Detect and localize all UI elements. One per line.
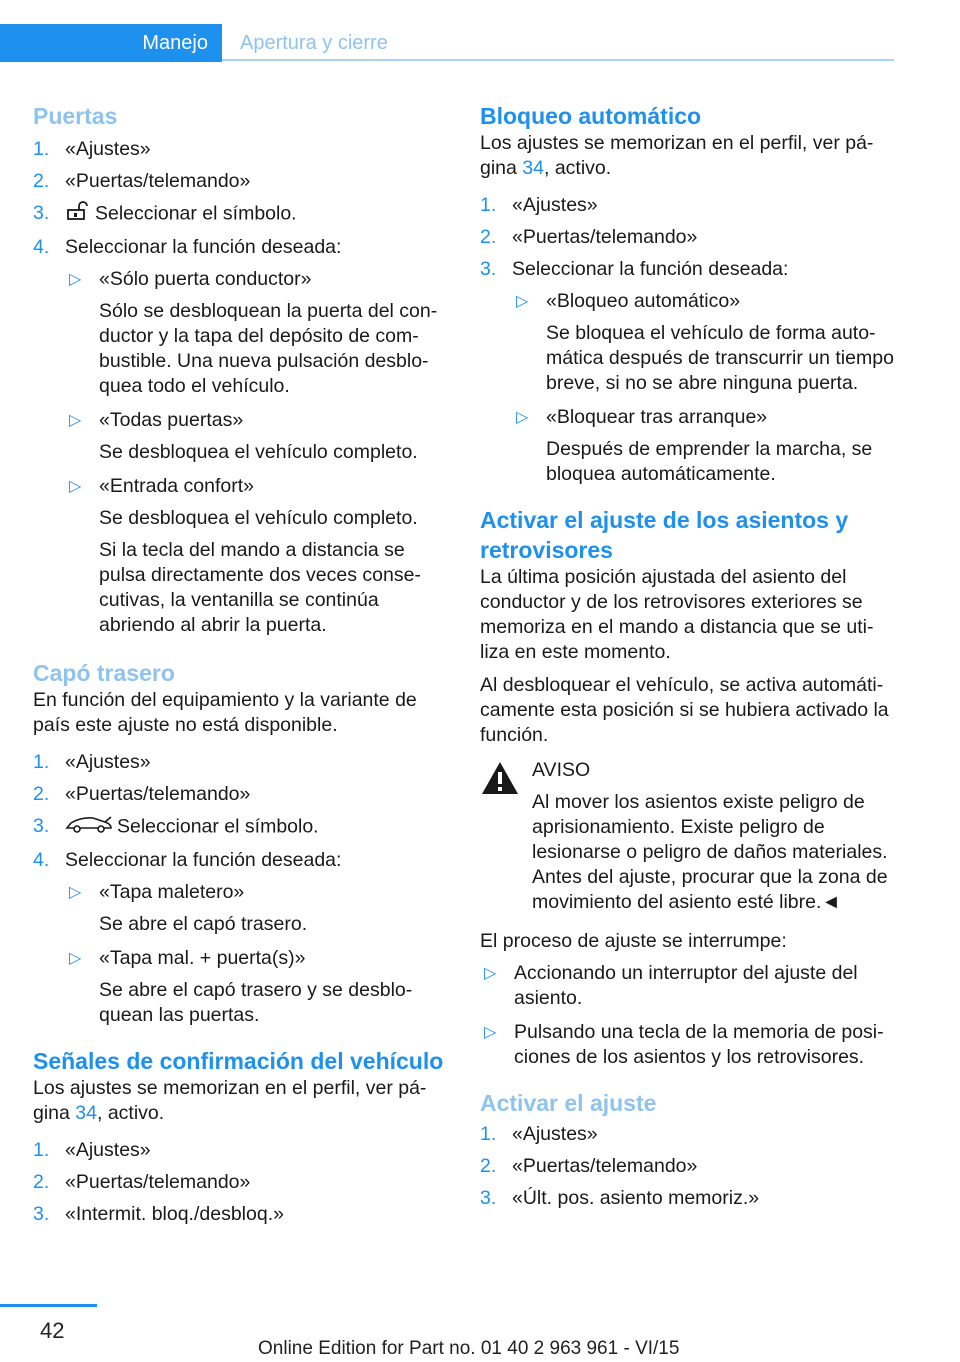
list-item xyxy=(480,193,894,218)
page-reference-link[interactable]: 34 xyxy=(75,1102,97,1124)
triangle-bullet-icon: ▷ xyxy=(516,293,529,310)
option-name: «Bloqueo automático» xyxy=(546,290,741,312)
step-text: «Puertas/telemando» xyxy=(65,783,251,805)
option-item xyxy=(65,946,447,1028)
option-item xyxy=(65,474,447,638)
step-number: 1. xyxy=(480,194,497,216)
option-description: Sólo se desbloquean la puerta del con‐ductor y la tapa del depósito de com‐bustible. Una nueva pulsación desblo‐quea todo el vehículo. xyxy=(99,300,438,397)
list-item xyxy=(480,1122,894,1147)
triangle-bullet-icon: ▷ xyxy=(69,412,82,429)
step-number: 3. xyxy=(480,1187,497,1209)
asientos-paragraph: Al desbloquear el vehículo, se activa automáti‐camente esta posición si se hubiera activado la función. xyxy=(480,674,889,746)
step-number: 2. xyxy=(33,783,50,805)
option-item xyxy=(65,267,447,399)
step-text: Seleccionar la función deseada: xyxy=(512,258,789,280)
option-description: Se bloquea el vehículo de forma auto‐mática después de transcurrir un tiempo breve, si no se abre ninguna puerta. xyxy=(546,322,894,394)
step-number: 3. xyxy=(480,258,497,280)
step-text: «Ajustes» xyxy=(512,194,598,216)
list-item xyxy=(480,257,894,487)
step-number: 3. xyxy=(33,815,50,837)
warning-text xyxy=(532,790,894,915)
step-number: 2. xyxy=(33,1171,50,1193)
step-text: «Puertas/telemando» xyxy=(512,1155,698,1177)
list-item xyxy=(480,1020,894,1070)
list-item xyxy=(33,1202,447,1227)
chapter-tab-active: Manejo xyxy=(0,24,222,62)
right-column xyxy=(480,101,894,1218)
heading-capo: Capó trasero xyxy=(33,660,175,686)
step-number: 2. xyxy=(480,226,497,248)
running-header xyxy=(0,24,894,62)
section-senales xyxy=(33,1046,447,1227)
option-name: «Entrada confort» xyxy=(99,475,255,497)
step-text: Seleccionar el símbolo. xyxy=(95,202,297,225)
list-item xyxy=(33,201,447,228)
step-text: Seleccionar el símbolo. xyxy=(117,815,319,838)
interrupt-text: Pulsando una tecla de la memoria de posi‐ciones de los asientos y los retrovisores. xyxy=(514,1021,884,1068)
page-reference-link[interactable]: 34 xyxy=(522,157,544,179)
puertas-options xyxy=(65,267,447,638)
car-trunk-icon xyxy=(65,814,113,841)
step-number: 3. xyxy=(33,1203,50,1225)
bloqueo-steps xyxy=(480,193,894,487)
option-description: Después de emprender la marcha, se bloquea automáticamente. xyxy=(546,438,873,485)
step-number: 1. xyxy=(33,1139,50,1161)
list-item xyxy=(480,961,894,1011)
door-unlock-icon xyxy=(65,201,91,228)
step-text: «Puertas/telemando» xyxy=(65,1171,251,1193)
option-item xyxy=(65,408,447,465)
list-item xyxy=(33,235,447,638)
warning-block xyxy=(480,758,894,915)
warning-title: AVISO xyxy=(532,759,591,781)
heading-puertas: Puertas xyxy=(33,103,118,129)
footer-rule xyxy=(0,1304,97,1307)
step-text: «Ajustes» xyxy=(65,751,151,773)
list-item xyxy=(33,1138,447,1163)
step-number: 4. xyxy=(33,236,50,258)
option-name: «Bloquear tras arranque» xyxy=(546,406,768,428)
list-item xyxy=(480,225,894,250)
option-description: Se abre el capó trasero. xyxy=(99,913,308,935)
option-description: Se desbloquea el vehículo completo. xyxy=(99,441,418,463)
section-asientos xyxy=(480,505,894,1070)
bloqueo-options xyxy=(512,289,894,487)
option-name: «Tapa mal. + puerta(s)» xyxy=(99,947,306,969)
edition-note: Online Edition for Part no. 01 40 2 963 961 - VI/15 xyxy=(258,1338,680,1359)
option-name: «Tapa maletero» xyxy=(99,881,245,903)
senales-steps xyxy=(33,1138,447,1227)
option-description: Si la tecla del mando a distancia se pulsa directamente dos veces conse‐cutivas, la ventanilla se continúa abriendo al abrir la puerta. xyxy=(99,539,421,636)
step-number: 1. xyxy=(480,1123,497,1145)
intro-text: , activo. xyxy=(544,157,612,179)
step-text: «Ajustes» xyxy=(512,1123,598,1145)
capo-steps xyxy=(33,750,447,1028)
triangle-bullet-icon: ▷ xyxy=(69,271,82,288)
step-text: «Ajustes» xyxy=(65,1139,151,1161)
triangle-bullet-icon: ▷ xyxy=(484,1024,497,1041)
page-number: 42 xyxy=(40,1318,65,1343)
activar-steps xyxy=(480,1122,894,1211)
option-description: Se desbloquea el vehículo completo. xyxy=(99,507,418,529)
option-description: Se abre el capó trasero y se desblo‐quean las puertas. xyxy=(99,979,413,1026)
section-capo xyxy=(33,658,447,1028)
senales-intro xyxy=(33,1076,447,1126)
step-number: 3. xyxy=(33,202,50,224)
list-item xyxy=(33,169,447,194)
triangle-bullet-icon: ▷ xyxy=(69,950,82,967)
heading-asientos: Activar el ajuste de los asientos y retrovisores xyxy=(480,507,849,563)
step-text: «Ajustes» xyxy=(65,138,151,160)
heading-bloqueo: Bloqueo automático xyxy=(480,103,702,129)
list-item xyxy=(33,1170,447,1195)
capo-options xyxy=(65,880,447,1028)
chapter-tab-section: Apertura y cierre xyxy=(240,32,388,54)
step-text: Seleccionar la función deseada: xyxy=(65,849,342,871)
intro-text: Los ajustes se memorizan en el perfil, ver pá‐gina xyxy=(33,1077,427,1124)
list-item xyxy=(33,782,447,807)
step-text: Seleccionar la función deseada: xyxy=(65,236,342,258)
heading-activar: Activar el ajuste xyxy=(480,1090,657,1116)
warning-icon xyxy=(480,760,520,803)
list-item xyxy=(33,137,447,162)
interrupt-list xyxy=(480,961,894,1070)
step-text: «Últ. pos. asiento memoriz.» xyxy=(512,1187,760,1209)
list-item xyxy=(33,848,447,1028)
header-rule xyxy=(222,59,894,61)
asientos-paragraph: La última posición ajustada del asiento del conductor y de los retrovisores exteriores se memoriza en el mando a distancia que se uti‐liza en este momento. xyxy=(480,566,874,663)
step-text: «Puertas/telemando» xyxy=(65,170,251,192)
capo-intro: En función del equipamiento y la variante de país este ajuste no está disponible. xyxy=(33,689,417,736)
section-activar xyxy=(480,1088,894,1211)
triangle-bullet-icon: ▷ xyxy=(484,965,497,982)
intro-text: Los ajustes se memorizan en el perfil, ver pá‐gina xyxy=(480,132,874,179)
option-name: «Todas puertas» xyxy=(99,409,244,431)
triangle-bullet-icon: ▷ xyxy=(69,478,82,495)
step-number: 2. xyxy=(480,1155,497,1177)
list-item xyxy=(33,750,447,775)
list-item xyxy=(33,814,447,841)
interrupt-intro: El proceso de ajuste se interrumpe: xyxy=(480,930,787,952)
interrupt-text: Accionando un interruptor del ajuste del asiento. xyxy=(514,962,858,1009)
triangle-bullet-icon: ▷ xyxy=(516,409,529,426)
intro-text: , activo. xyxy=(97,1102,165,1124)
warning-body: Al mover los asientos existe peligro de aprisionamiento. Existe peligro de lesionarse o peligro de daños materiales. Antes del ajuste, procurar que la zona de movimiento del asiento esté libre.◄ xyxy=(532,791,888,913)
step-number: 1. xyxy=(33,751,50,773)
step-number: 4. xyxy=(33,849,50,871)
puertas-steps xyxy=(33,137,447,638)
list-item xyxy=(480,1186,894,1211)
option-item xyxy=(512,289,894,396)
triangle-bullet-icon: ▷ xyxy=(69,884,82,901)
option-name: «Sólo puerta conductor» xyxy=(99,268,312,290)
list-item xyxy=(480,1154,894,1179)
bloqueo-intro xyxy=(480,131,894,181)
step-text: «Puertas/telemando» xyxy=(512,226,698,248)
step-number: 1. xyxy=(33,138,50,160)
step-number: 2. xyxy=(33,170,50,192)
left-column xyxy=(33,101,447,1234)
heading-senales: Señales de confirmación del vehículo xyxy=(33,1048,444,1074)
step-text: «Intermit. bloq./desbloq.» xyxy=(65,1203,284,1225)
option-item xyxy=(65,880,447,937)
option-item xyxy=(512,405,894,487)
